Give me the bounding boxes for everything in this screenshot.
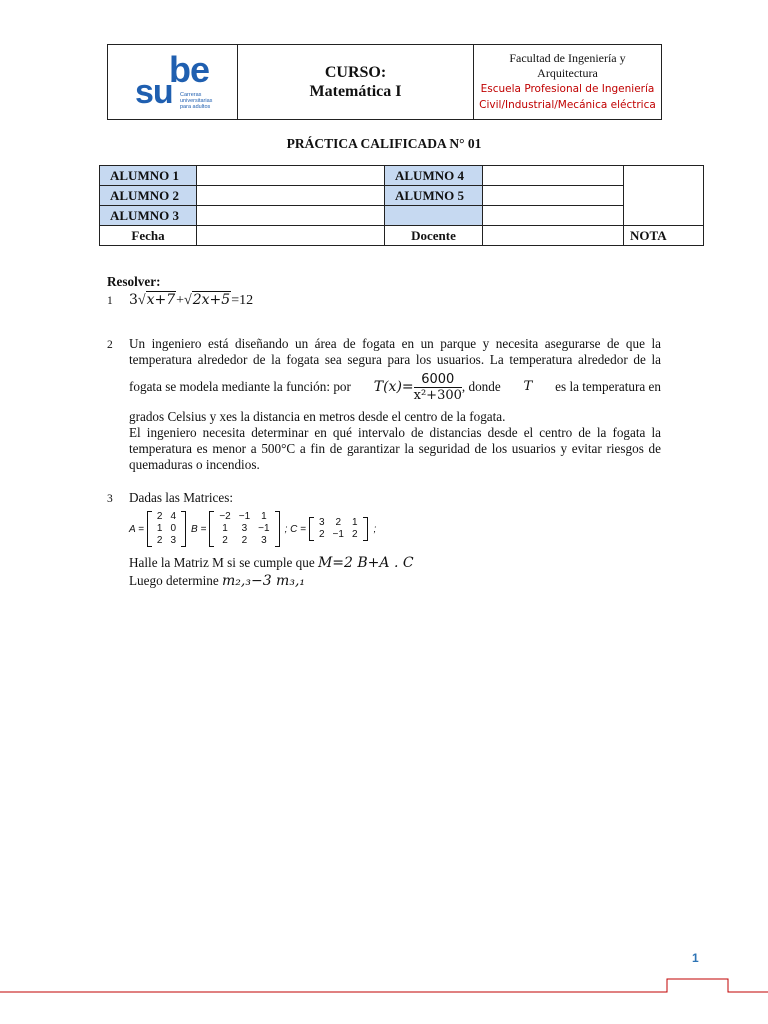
matrix-C-cell: 2: [318, 529, 325, 540]
problem-1-number: 1: [107, 295, 113, 307]
variable-T: T: [523, 379, 533, 394]
faculty-name: Facultad de Ingeniería y Arquitectura: [509, 51, 626, 80]
fecha-field[interactable]: [197, 226, 385, 246]
fraction-denominator: x²+300: [413, 387, 462, 403]
school-line-2: Civil/Industrial/Mecánica eléctrica: [479, 99, 656, 111]
matrix-B-cell: 3: [261, 535, 267, 546]
alumno-3-label: ALUMNO 3: [100, 206, 197, 226]
empty-cell: [483, 206, 624, 226]
nota-label: NOTA: [624, 226, 704, 246]
matrix-C-cell: 2: [335, 517, 342, 528]
matrix-B-cell: 2: [222, 535, 228, 546]
matrix-C: [309, 517, 368, 541]
temperature-function: [374, 372, 501, 403]
logo-be: be: [169, 49, 210, 90]
line-det-text: Luego determine: [129, 573, 219, 588]
alumno-5-label: ALUMNO 5: [385, 186, 483, 206]
matrix-A-cell: 0: [170, 523, 177, 534]
matrix-end-separator: ;: [373, 523, 377, 535]
problem-2-line-2: temperatura alrededor de la fogata sea segura para los usuarios. La temperatura alrededor de la: [129, 352, 661, 367]
matrix-B-cell: 1: [222, 523, 228, 534]
students-table: [99, 165, 704, 246]
logo-cell: [108, 45, 238, 119]
alumno-1-label: ALUMNO 1: [100, 166, 197, 186]
logo-su: su: [135, 73, 173, 111]
matrix-B-cell: −1: [238, 511, 251, 522]
matrix-B-cell: −2: [219, 511, 231, 522]
nota-box[interactable]: [624, 166, 704, 226]
course-name: Matemática I: [309, 83, 402, 100]
problem-1-equation: 3√x+7+√2x+5=12: [129, 292, 254, 308]
problem-2-line-1: Un ingeniero está diseñando un área de fogata en un parque y necesita asegurarse de que la: [129, 336, 661, 351]
resolver-label: Resolver:: [107, 274, 161, 289]
matrix-C-label: ; C =: [284, 523, 306, 535]
problem-3-number: 3: [107, 493, 113, 505]
problem-2-line-3-end: es la temperatura en: [555, 379, 661, 394]
empty-shaded-cell: [385, 206, 483, 226]
line-m-text: Halle la Matriz M si se cumple que: [129, 555, 315, 570]
school-line-1: Escuela Profesional de Ingeniería: [480, 83, 655, 95]
problem-2-line-6: temperatura es menor a 500°C a fin de garantizar la seguridad de los usuarios y evitar riesgos de: [129, 441, 661, 456]
page-number: 1: [692, 951, 699, 965]
matrix-C-cell: −1: [332, 529, 344, 540]
matrix-A-cell: 3: [170, 535, 177, 546]
problem-2-line-3: [129, 368, 661, 406]
matrix-A-cell: 2: [156, 511, 163, 522]
problem-2-line-7: quemaduras o incendios.: [129, 457, 260, 472]
alumno-5-field[interactable]: [483, 186, 624, 206]
matrix-B-label: B =: [191, 523, 207, 535]
matrix-A-cell: 2: [156, 535, 163, 546]
course-label: CURSO:: [324, 64, 387, 81]
function-fraction: [414, 372, 462, 403]
matrix-B: [209, 511, 279, 547]
problem-3-line-m: [129, 555, 661, 571]
matrix-B-cell: −1: [258, 523, 270, 534]
fecha-label: Fecha: [100, 226, 197, 246]
alumno-2-field[interactable]: [197, 186, 385, 206]
faculty-cell: [474, 45, 661, 119]
problem-2-line-4: grados Celsius y xes la distancia en metros desde el centro de la fogata.: [129, 409, 506, 424]
equation-m: M=2 B+A . C: [317, 555, 414, 571]
matrix-A-cell: 4: [170, 511, 177, 522]
equation-det: m₂,₃−3 m₃,₁: [222, 573, 306, 589]
alumno-4-field[interactable]: [483, 166, 624, 186]
matrix-B-cell: 1: [261, 511, 267, 522]
alumno-2-label: ALUMNO 2: [100, 186, 197, 206]
matrix-A-cell: 1: [156, 523, 163, 534]
docente-field[interactable]: [483, 226, 624, 246]
course-cell: [238, 45, 474, 119]
matrices-row: [129, 511, 376, 547]
matrix-C-cell: 1: [351, 517, 358, 528]
problem-2-line-3-post: , donde: [461, 379, 501, 394]
footer-line: [0, 970, 768, 1000]
matrix-C-cell: 3: [318, 517, 325, 528]
problem-2-line-3-pre: fogata se modela mediante la función: por: [129, 379, 351, 394]
problem-3-intro: Dadas las Matrices:: [129, 490, 233, 505]
page-title: PRÁCTICA CALIFICADA N° 01: [286, 136, 482, 151]
docente-label: Docente: [385, 226, 483, 246]
matrix-B-cell: 2: [241, 535, 248, 546]
sube-logo: [135, 49, 225, 113]
matrix-A: [147, 511, 186, 547]
problem-3-line-det: [129, 573, 661, 589]
alumno-4-label: ALUMNO 4: [385, 166, 483, 186]
problem-2-line-5: El ingeniero necesita determinar en qué intervalo de distancias desde el centro de la fogata la: [129, 425, 661, 440]
alumno-1-field[interactable]: [197, 166, 385, 186]
fraction-numerator: 6000: [414, 372, 462, 388]
header-table: [107, 44, 662, 120]
matrix-C-cell: 2: [351, 529, 358, 540]
matrix-A-label: A =: [129, 523, 144, 535]
matrix-B-cell: 3: [241, 523, 248, 534]
problem-2-number: 2: [107, 339, 113, 351]
alumno-3-field[interactable]: [197, 206, 385, 226]
function-lhs: T(x)=: [373, 379, 414, 395]
logo-subtitle: Carreras universitarias para adultos: [180, 92, 213, 110]
